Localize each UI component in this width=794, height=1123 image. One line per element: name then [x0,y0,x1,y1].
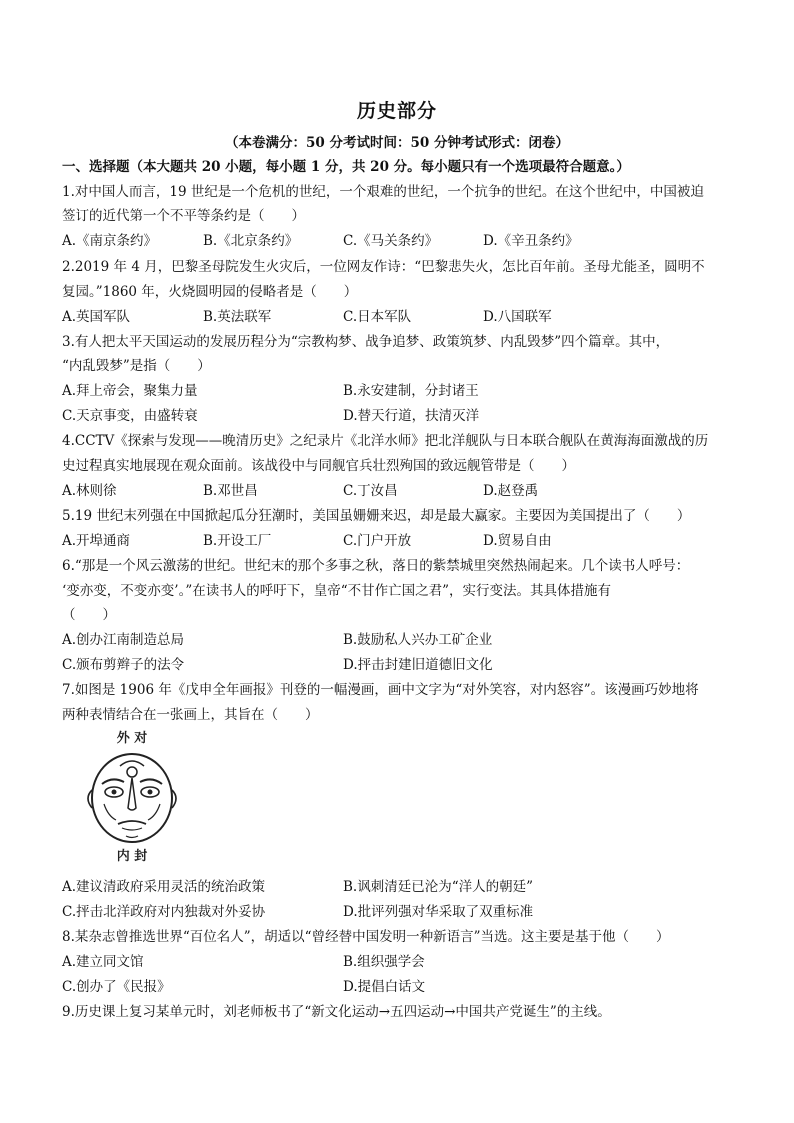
q8-option-d: D.提倡白话文 [343,979,426,995]
question-1-stem-cont: 签订的近代第一个不平等条约是（ ） [62,208,305,224]
question-5-stem: 5.19 世纪末列强在中国掀起瓜分狂潮时，美国虽姗姗来迟，却是最大赢家。主要因为美国提出了（ ） [62,508,691,524]
q2-option-a: A.英国军队 [62,309,131,325]
q5-option-c: C.门户开放 [343,533,412,549]
question-2-stem: 2.2019 年 4 月，巴黎圣母院发生火灾后，一位网友作诗：“巴黎悲失火，怎比百年前。圣母尤能圣，圆明不 [62,259,705,275]
figure-top-caption: 外 对 [116,731,148,746]
question-4-stem: 4.CCTV《探索与发现——晚清历史》之纪录片《北洋水师》把北洋舰队与日本联合舰队在黄海海面激战的历 [62,433,709,449]
q7-option-b: B.讽刺清廷已沦为“洋人的朝廷” [343,879,534,895]
q7-option-a: A.建议清政府采用灵活的统治政策 [62,879,266,895]
page-title: 历史部分 [356,100,437,122]
q3-option-b: B.永安建制，分封诸王 [343,383,479,399]
question-1-stem: 1.对中国人而言，19 世纪是一个危机的世纪，一个艰难的世纪，一个抗争的世纪。在这个世纪中，中国被迫 [62,184,704,200]
q8-option-b: B.组织强学会 [343,954,425,970]
q4-option-b: B.邓世昌 [203,483,258,499]
q5-option-d: D.贸易自由 [483,533,552,549]
q8-option-c: C.创办了《民报》 [62,979,171,995]
question-8-stem: 8.某杂志曾推选世界“百位名人”，胡适以“曾经替中国发明一种新语言”当选。这主要是基于他（ ） [62,929,670,945]
q3-option-a: A.拜上帝会，聚集力量 [62,383,198,399]
q2-option-d: D.八国联军 [483,309,552,325]
q2-option-b: B.英法联军 [203,309,272,325]
question-6-stem: 6.“那是一个风云激荡的世纪。世纪末的那个多事之秋，落日的紫禁城里突然热闹起来。几个读书人呼号： [62,558,690,574]
q2-option-c: C.日本军队 [343,309,412,325]
q6-option-d: D.抨击封建旧道德旧文化 [343,657,493,673]
question-3-stem: 3.有人把太平天国运动的发展历程分为“宗教构梦、战争追梦、政策筑梦、内乱毁梦”四个篇章。其中， [62,334,670,350]
q3-option-c: C.天京事变，由盛转衰 [62,408,198,424]
exam-info: （本卷满分：50 分考试时间：50 分钟考试形式：闭卷） [225,135,569,151]
q1-option-a: A.《南京条约》 [62,233,158,249]
q4-option-c: C.丁汝昌 [343,483,398,499]
question-6-stem-cont: ‘变亦变，不变亦变’。”在读书人的呼吁下，皇帝“不甘作亡国之君”，实行变法。其具体措施有 [62,583,612,599]
question-9-stem: 9.历史课上复习某单元时，刘老师板书了“新文化运动→五四运动→中国共产党诞生”的主线。 [62,1004,611,1020]
question-2-stem-cont: 复园。”1860 年，火烧圆明园的侵略者是（ ） [62,284,358,300]
q1-option-d: D.《辛丑条约》 [483,233,579,249]
q6-option-a: A.创办江南制造总局 [62,632,185,648]
question-7-stem-cont: 两种表情结合在一张画上，其旨在（ ） [62,707,319,723]
question-4-stem-cont: 史过程真实地展现在观众面前。该战役中与同舰官兵壮烈殉国的致远舰管带是（ ） [62,458,575,474]
q7-option-c: C.抨击北洋政府对内独裁对外妥协 [62,904,266,920]
question-7-stem: 7.如图是 1906 年《戊申全年画报》刊登的一幅漫画，画中文字为“对外笑容，对内怒容”。该漫画巧妙地将 [62,682,699,698]
q5-option-a: A.开埠通商 [62,533,131,549]
q1-option-c: C.《马关条约》 [343,233,439,249]
q6-option-b: B.鼓励私人兴办工矿企业 [343,632,493,648]
figure-bottom-caption: 内 封 [116,849,148,864]
q7-option-d: D.批评列强对华采取了双重标准 [343,904,534,920]
q8-option-a: A.建立同文馆 [62,954,144,970]
cartoon-face-figure [82,728,182,864]
q4-option-a: A.林则徐 [62,483,117,499]
q5-option-b: B.开设工厂 [203,533,272,549]
q3-option-d: D.替天行道，扶清灭洋 [343,408,480,424]
question-6-stem-cont2: （ ） [62,607,116,623]
question-3-stem-cont: “内乱毁梦”是指（ ） [62,358,211,374]
q1-option-b: B.《北京条约》 [203,233,299,249]
section-heading: 一、选择题（本大题共 20 小题，每小题 1 分，共 20 分。每小题只有一个选项最符合题意。） [62,159,630,175]
q4-option-d: D.赵登禹 [483,483,539,499]
q6-option-c: C.颁布剪辫子的法令 [62,657,185,673]
